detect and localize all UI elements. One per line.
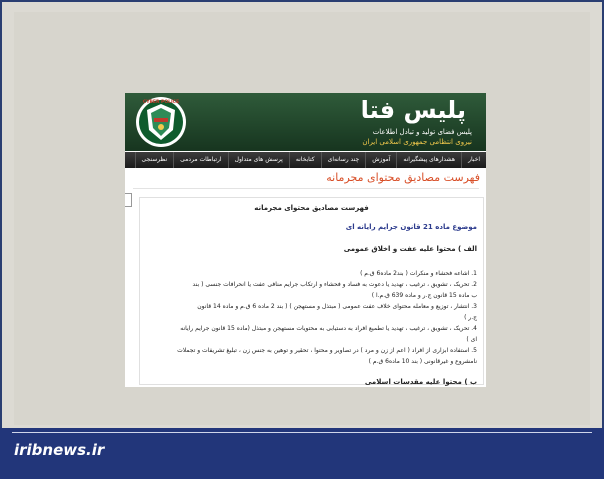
logo-text: CYBER POLICE bbox=[142, 100, 180, 105]
nav-item-public-relations[interactable]: ارتباطات مردمی bbox=[173, 152, 227, 168]
list-item: ای ) bbox=[466, 336, 477, 343]
site-subtitle: پلیس فضای تولید و تبادل اطلاعات bbox=[372, 128, 472, 136]
nav-item-warnings[interactable]: هشدارهای پیشگیرانه bbox=[396, 152, 461, 168]
list-item: 4. تحریک ، تشویق ، ترغیب ، تهدید یا تطمیع افراد به دستیابی به محتویات مستهجن و مبتذل (ماده 15 قانون جرایم رایانه bbox=[180, 325, 477, 332]
screenshot-window bbox=[125, 93, 486, 387]
list-item: ب ماده 15 قانون ج.ر و ماده 639 ق.م.ا ) bbox=[371, 292, 477, 299]
list-item: 3. انتشار ، توزیع و معامله محتوای خلاف عفت عمومی ( مبتذل و مستهجن ) ( بند 2 ماده 6 ق.م و ماده 14 قانون bbox=[197, 303, 477, 310]
section-b-heading: ب ) محتوا علیه مقدسات اسلامی bbox=[364, 378, 477, 386]
site-header bbox=[125, 93, 486, 151]
main-nav bbox=[125, 152, 486, 168]
content-card bbox=[139, 197, 484, 385]
list-item: 5. استفاده ابزاری از افراد ( اعم از زن و مرد ) در تصاویر و محتوا ، تحقیر و توهین به جنس زن ، تبلیغ تشریفات و تجملات bbox=[177, 347, 477, 354]
nav-item-news[interactable]: اخبار bbox=[461, 152, 486, 168]
list-item: ج.ر ) bbox=[464, 314, 477, 321]
list-item: نامشروع و غیرقانونی ( بند 10 ماده6 ق.م ) bbox=[368, 358, 477, 365]
nav-item-library[interactable]: کتابخانه bbox=[289, 152, 321, 168]
cyber-police-logo[interactable] bbox=[135, 96, 187, 148]
content-title: فهرست مصادیق محتوای مجرمانه bbox=[254, 204, 369, 212]
page-heading: فهرست مصادیق محتوای مجرمانه bbox=[326, 171, 480, 184]
nav-item-survey[interactable]: نظرسنجی bbox=[135, 152, 174, 168]
divider bbox=[133, 188, 479, 189]
footer-line bbox=[12, 432, 592, 433]
side-tab[interactable] bbox=[125, 193, 132, 207]
topic-link[interactable]: موضوع ماده 21 قانون جرایم رایانه ای bbox=[345, 223, 477, 231]
footer-bar bbox=[0, 428, 604, 479]
footer-brand: iribnews.ir bbox=[14, 441, 105, 459]
list-item: 2. تحریک ، تشویق ، ترغیب ، تهدید یا دعوت به فساد و فحشاء و ارتکاب جرایم منافی عفت یا انحرافات جنسی ( بند bbox=[192, 281, 477, 288]
nav-item-faq[interactable]: پرسش های متداول bbox=[228, 152, 289, 168]
section-a-heading: الف ) محتوا علیه عفت و اخلاق عمومی bbox=[343, 245, 477, 253]
nav-item-multimedia[interactable]: چند رسانه‌ای bbox=[321, 152, 366, 168]
site-subtitle-org: نیروی انتظامی جمهوری اسلامی ایران bbox=[362, 138, 472, 146]
site-title: پلیس فتا bbox=[360, 96, 466, 124]
list-item: 1. اشاعه فحشاء و منکرات ( بند2 ماده6 ق.م ) bbox=[360, 270, 477, 277]
nav-item-education[interactable]: آموزش bbox=[365, 152, 396, 168]
